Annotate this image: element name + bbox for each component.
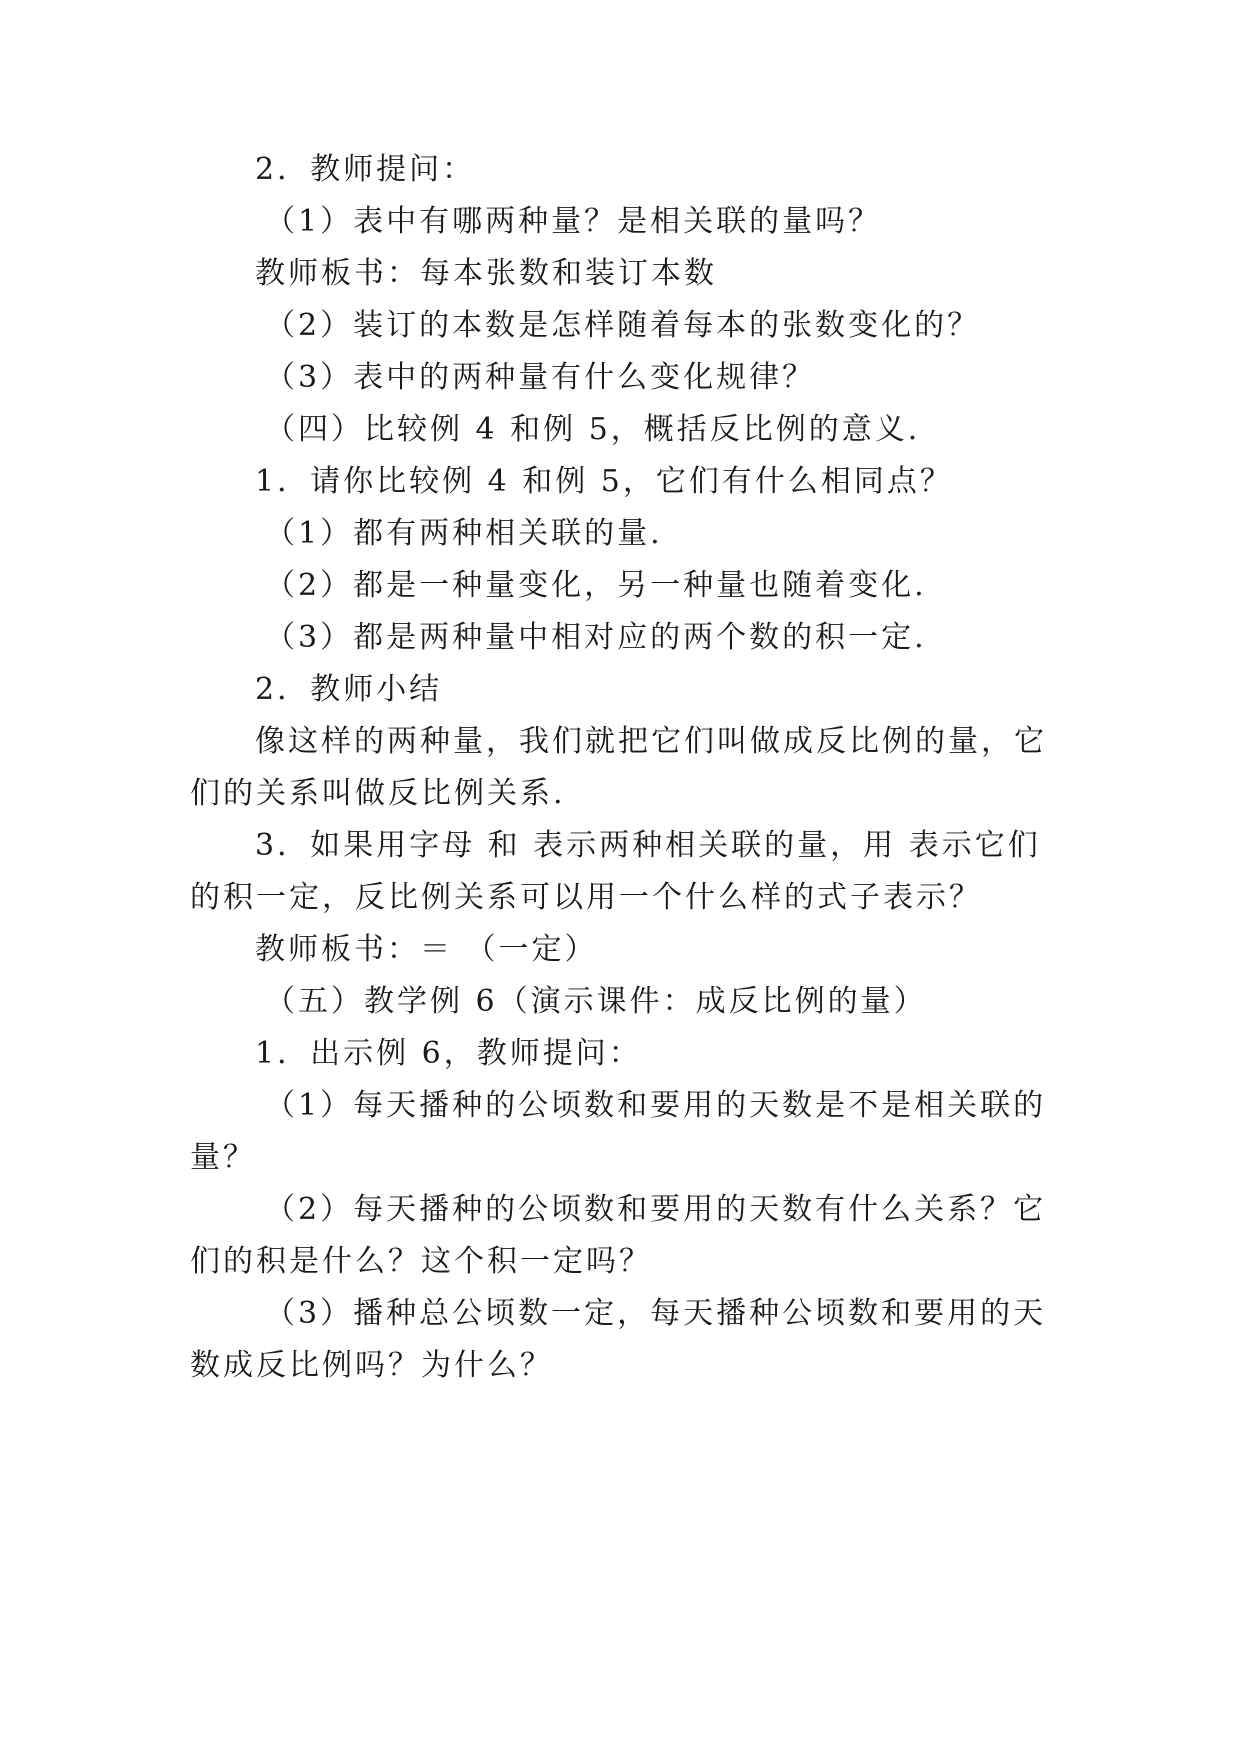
text-line-23: （3）播种总公顷数一定，每天播种公顷数和要用的天: [265, 1296, 1047, 1331]
text-line-15: 的积一定，反比例关系可以用一个什么样的式子表示？: [190, 880, 982, 915]
text-line-10: （3）都是两种量中相对应的两个数的积一定.: [265, 620, 927, 655]
text-line-17: （五）教学例 6（演示课件：成反比例的量）: [265, 984, 927, 1019]
text-line-3: 教师板书：每本张数和装订本数: [255, 256, 717, 291]
text-line-12: 像这样的两种量，我们就把它们叫做成反比例的量，它: [255, 724, 1047, 759]
text-line-2: （1）表中有哪两种量？是相关联的量吗？: [265, 204, 882, 239]
text-line-19: （1）每天播种的公顷数和要用的天数是不是相关联的: [265, 1088, 1047, 1123]
text-line-8: （1）都有两种相关联的量.: [265, 516, 663, 551]
text-line-1: 2．教师提问：: [255, 152, 476, 187]
text-line-24: 数成反比例吗？为什么？: [190, 1348, 553, 1383]
text-line-20: 量？: [190, 1140, 256, 1175]
text-line-4: （2）装订的本数是怎样随着每本的张数变化的？: [265, 308, 981, 343]
text-line-14: 3．如果用字母 和 表示两种相关联的量，用 表示它们: [255, 828, 1041, 863]
text-line-7: 1．请你比较例 4 和例 5，它们有什么相同点？: [255, 464, 953, 499]
text-line-18: 1．出示例 6，教师提问：: [255, 1036, 642, 1071]
text-line-11: 2．教师小结: [255, 672, 443, 707]
text-line-22: 们的积是什么？这个积一定吗？: [190, 1244, 652, 1279]
text-line-5: （3）表中的两种量有什么变化规律？: [265, 360, 816, 395]
text-line-6: （四）比较例 4 和例 5，概括反比例的意义.: [265, 412, 921, 447]
text-line-16: 教师板书：＝ （一定）: [255, 932, 598, 967]
text-line-9: （2）都是一种量变化，另一种量也随着变化.: [265, 568, 927, 603]
text-line-21: （2）每天播种的公顷数和要用的天数有什么关系？它: [265, 1192, 1047, 1227]
text-line-13: 们的关系叫做反比例关系.: [190, 776, 566, 811]
